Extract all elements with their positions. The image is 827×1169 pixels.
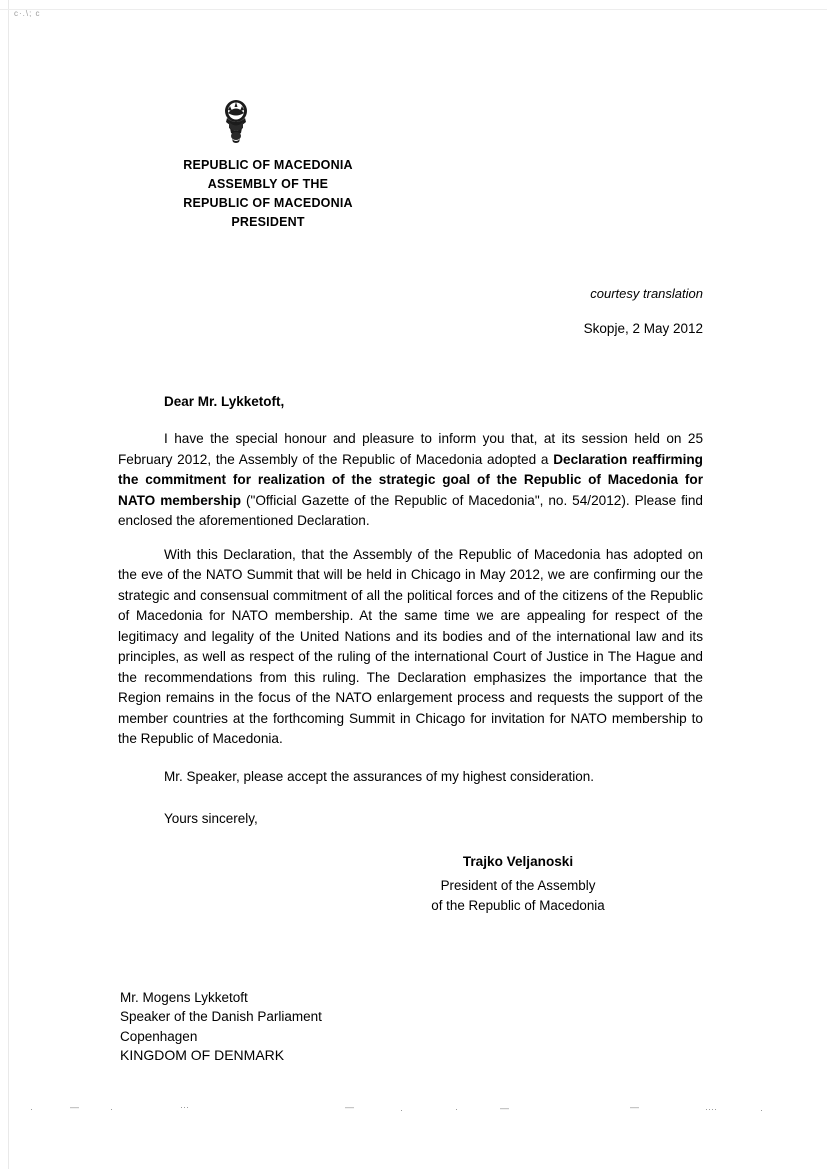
closing-request: Mr. Speaker, please accept the assurances of my highest consideration. [164, 768, 594, 784]
signatory-title-line-1: President of the Assembly [440, 877, 596, 893]
letterhead-line-2: ASSEMBLY OF THE [207, 177, 329, 191]
letterhead-line-1: REPUBLIC OF MACEDONIA [183, 158, 353, 172]
letter-content [118, 96, 703, 1066]
recipient-city: Copenhagen [120, 1028, 198, 1044]
recipient-address [120, 988, 703, 1066]
macedonia-coat-of-arms-icon [218, 96, 254, 144]
signatory-title-line-2: of the Republic of Macedonia [431, 897, 605, 913]
paragraph-two: With this Declaration, that the Assembly of the Republic of Macedonia has adopted on the eve of the NATO Summit that will be held in Chicago in May 2012, we are confirming our the strategic and consensual commitment of all the political forces and of the citizens of the Republic of Macedonia for NATO membership. At the same time we are appealing for respect of the legitimacy and legality of the United Nations and its bodies and of the international law and its principles, as well as respect of the ruling of the international Court of Justice in The Hague and the recommendations from this ruling. The Declaration emphasizes the importance that the Region remains in the focus of the NATO enlargement process and requests the support of the member countries at the forthcoming Summit in Chicago for invitation for NATO membership to the Republic of Macedonia. [118, 546, 703, 746]
recipient-title: Speaker of the Danish Parliament [120, 1009, 322, 1024]
valediction: Yours sincerely, [164, 810, 258, 826]
scan-corner-mark: c·.\; c [14, 9, 41, 18]
letterhead [118, 156, 418, 232]
paragraph-one-part-b: ("Official Gazette of the Republic of Macedonia", no. 54/2012). Please find enclosed the aforementioned Declaration. [118, 492, 703, 528]
letterhead-line-3: REPUBLIC OF MACEDONIA [183, 196, 353, 210]
scan-edge-top [0, 9, 827, 10]
recipient-country: KINGDOM OF DENMARK [120, 1047, 285, 1063]
recipient-name: Mr. Mogens Lykketoft [120, 989, 248, 1005]
paragraph-one-bold-title: Declaration reaffirming the commitment for realization of the strategic goal of the Republic of Macedonia for NATO membership [118, 451, 703, 508]
letterhead-line-4: PRESIDENT [231, 215, 305, 229]
salutation: Dear Mr. Lykketoft, [164, 394, 285, 409]
courtesy-translation-note: courtesy translation [590, 286, 703, 301]
paragraph-one-part-a: I have the special honour and pleasure to inform you that, at its session held on 25 February 2012, the Assembly of the Republic of Macedonia adopted a [118, 431, 703, 467]
place-and-date: Skopje, 2 May 2012 [583, 321, 703, 336]
scan-edge-left [8, 0, 9, 1169]
paragraph-one [118, 429, 703, 532]
scan-bottom-artifacts: · — · ··· — · · — — ···· · [30, 1102, 763, 1115]
signatory-name: Trajko Veljanoski [462, 853, 574, 869]
signature-block [118, 852, 703, 916]
